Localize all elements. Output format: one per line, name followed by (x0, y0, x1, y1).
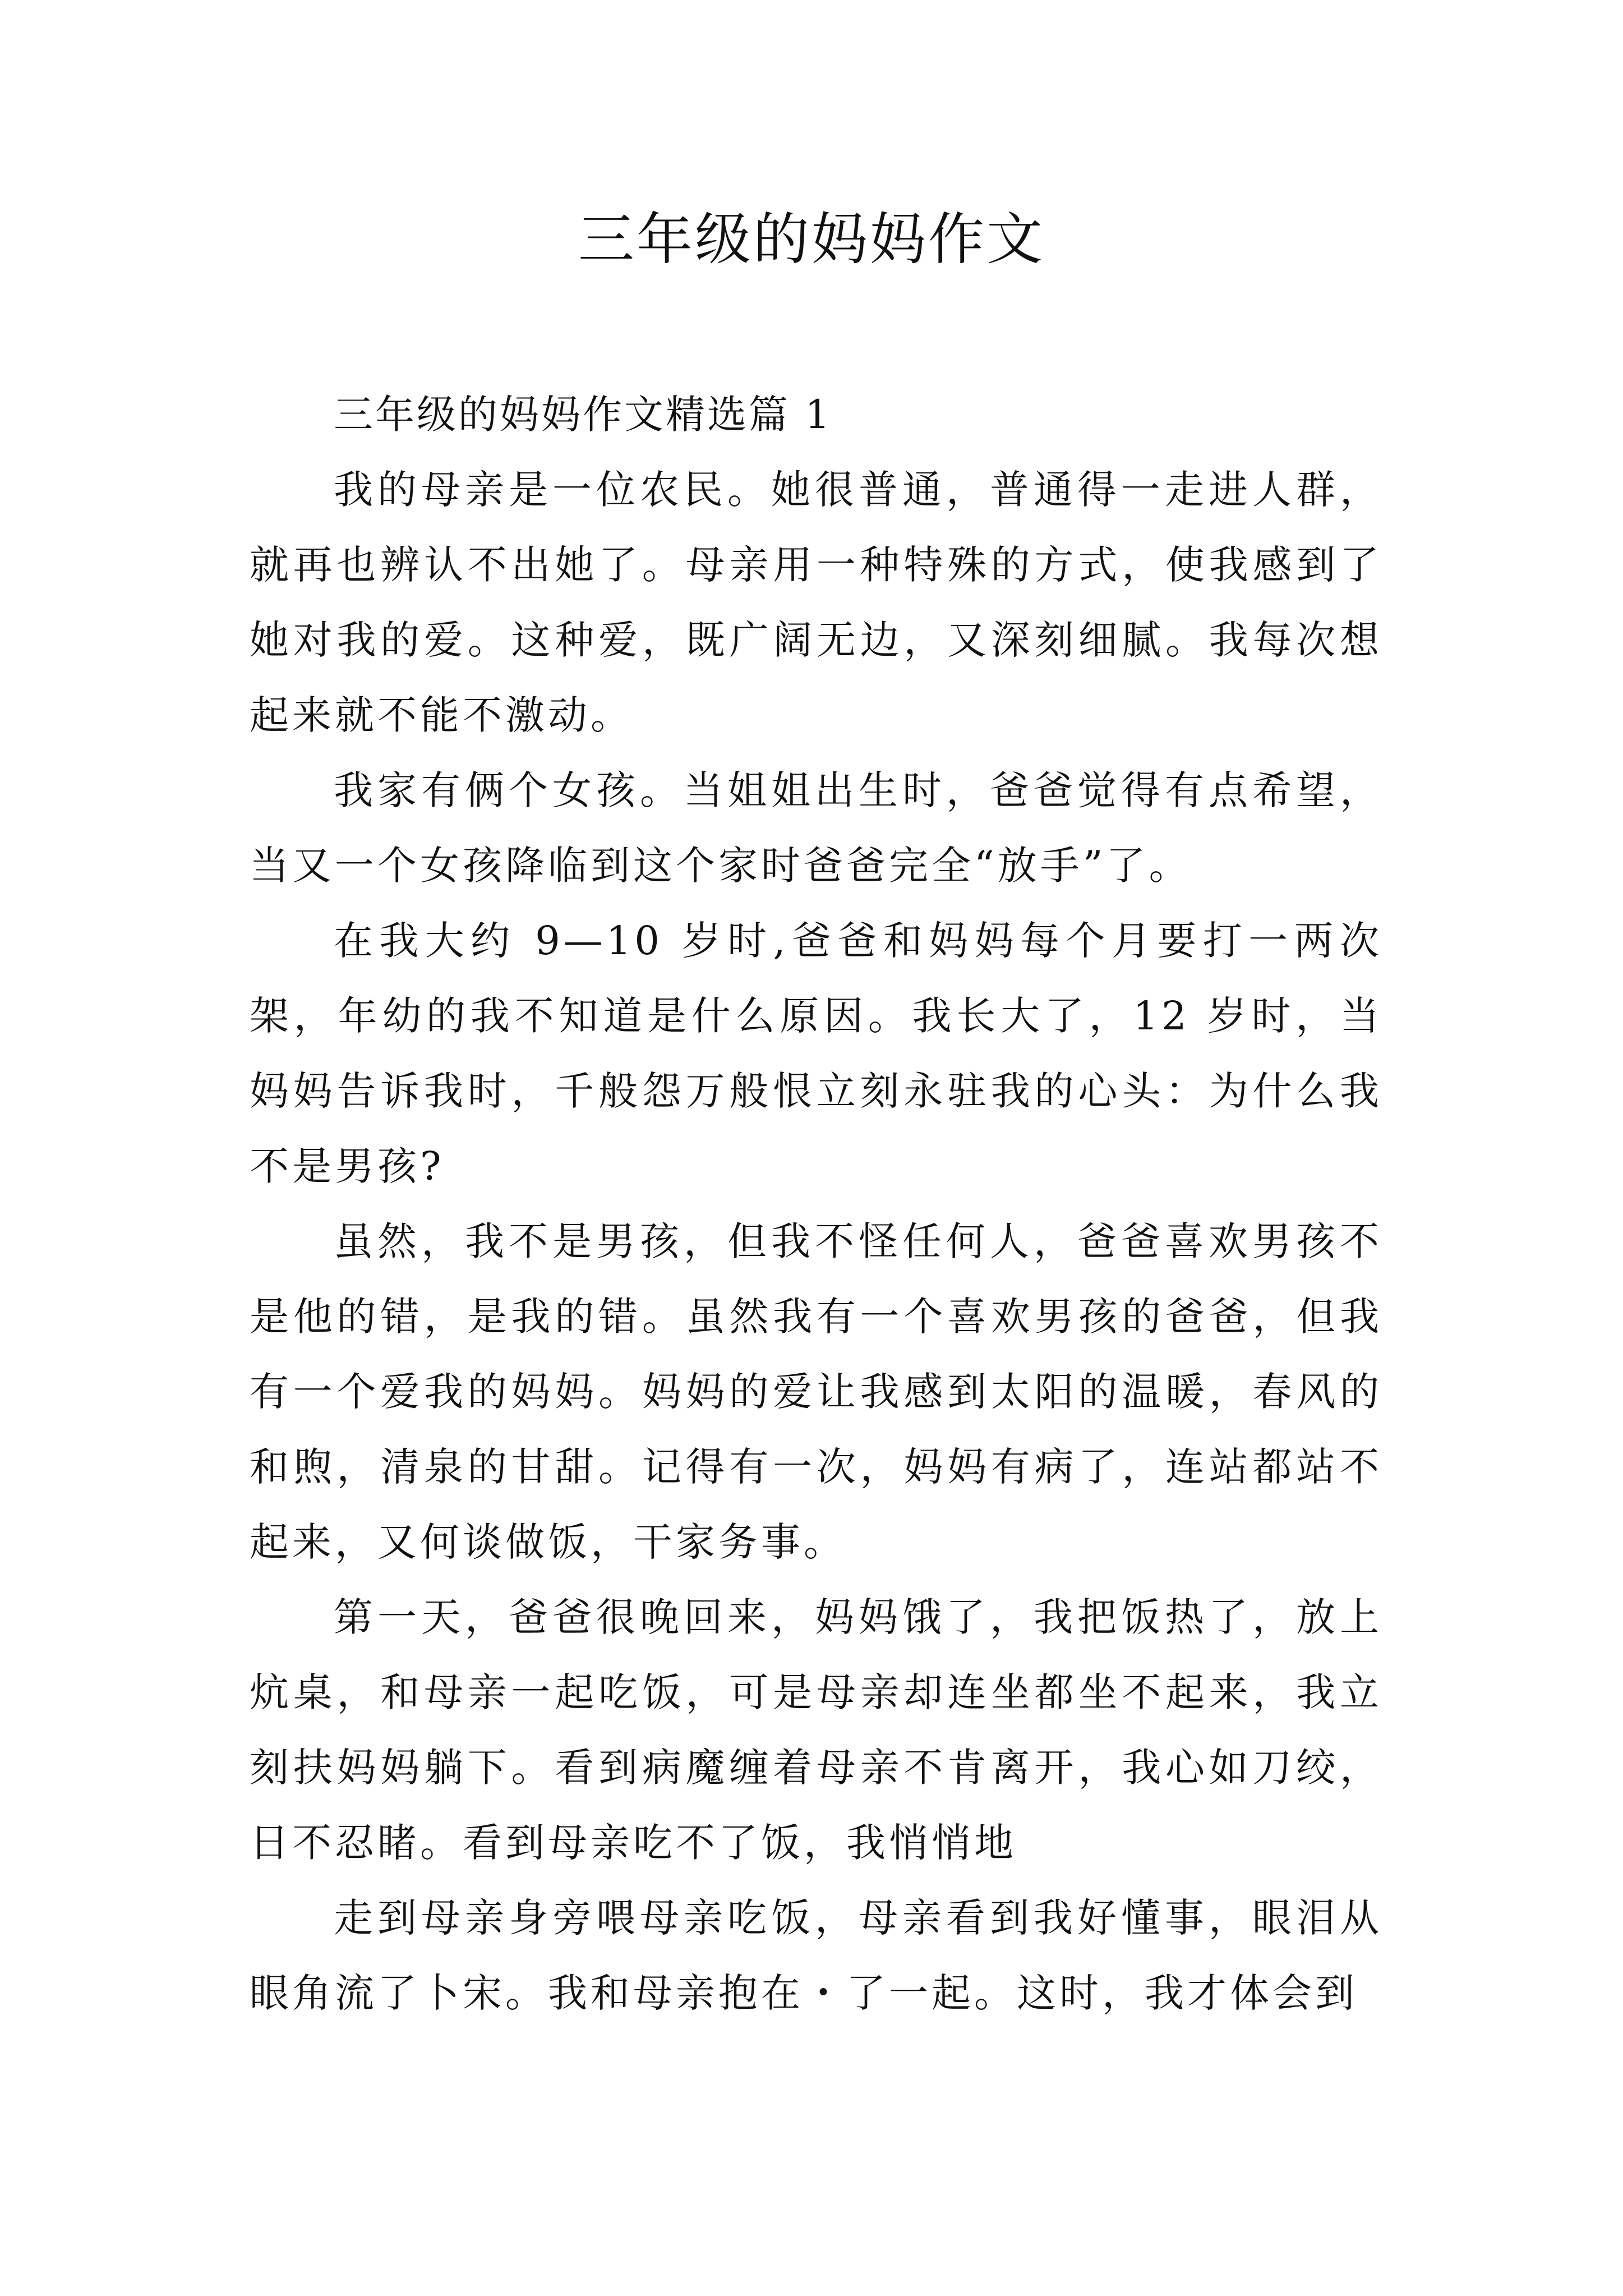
document-title: 三年级的妈妈作文 (578, 206, 1045, 272)
paragraph: 我的母亲是一位农民。她很普通，普通得一走进人群，就再也辨认不出她了。母亲用一种特殊的方式，使我感到了她对我的爱。这种爱，既广阔无边，又深刻细腻。我每次想起来就不能不激动。 (250, 467, 1382, 738)
document-body (250, 377, 1382, 2031)
paragraph: 第一天，爸爸很晚回来，妈妈饿了，我把饭热了，放上炕桌，和母亲一起吃饭，可是母亲却连坐都坐不起来，我立刻扶妈妈躺下。看到病魔缠着母亲不肯离开，我心如刀绞，日不忍睹。看到母亲吃不了饭，我悄悄地 (250, 1594, 1382, 1866)
paragraph: 在我大约 9—10 岁时,爸爸和妈妈每个月要打一两次架，年幼的我不知道是什么原因。我长大了，12 岁时，当妈妈告诉我时，千般怨万般恨立刻永驻我的心头：为什么我不是男孩? (250, 918, 1382, 1189)
paragraph: 我家有俩个女孩。当姐姐出生时，爸爸觉得有点希望，当又一个女孩降临到这个家时爸爸完全“放手”了。 (250, 767, 1382, 889)
paragraph: 虽然，我不是男孩，但我不怪任何人，爸爸喜欢男孩不是他的错，是我的错。虽然我有一个喜欢男孩的爸爸，但我有一个爱我的妈妈。妈妈的爱让我感到太阳的温暖，春风的和煦，清泉的甘甜。记得有一次，妈妈有病了，连站都站不起来，又何谈做饭，干家务事。 (250, 1218, 1382, 1565)
paragraph: 走到母亲身旁喂母亲吃饭，母亲看到我好懂事，眼泪从眼角流了卜宋。我和母亲抱在・了一起。这时，我才体会到 (250, 1895, 1382, 2016)
section-heading: 三年级的妈妈作文精选篇 1 (334, 392, 832, 438)
